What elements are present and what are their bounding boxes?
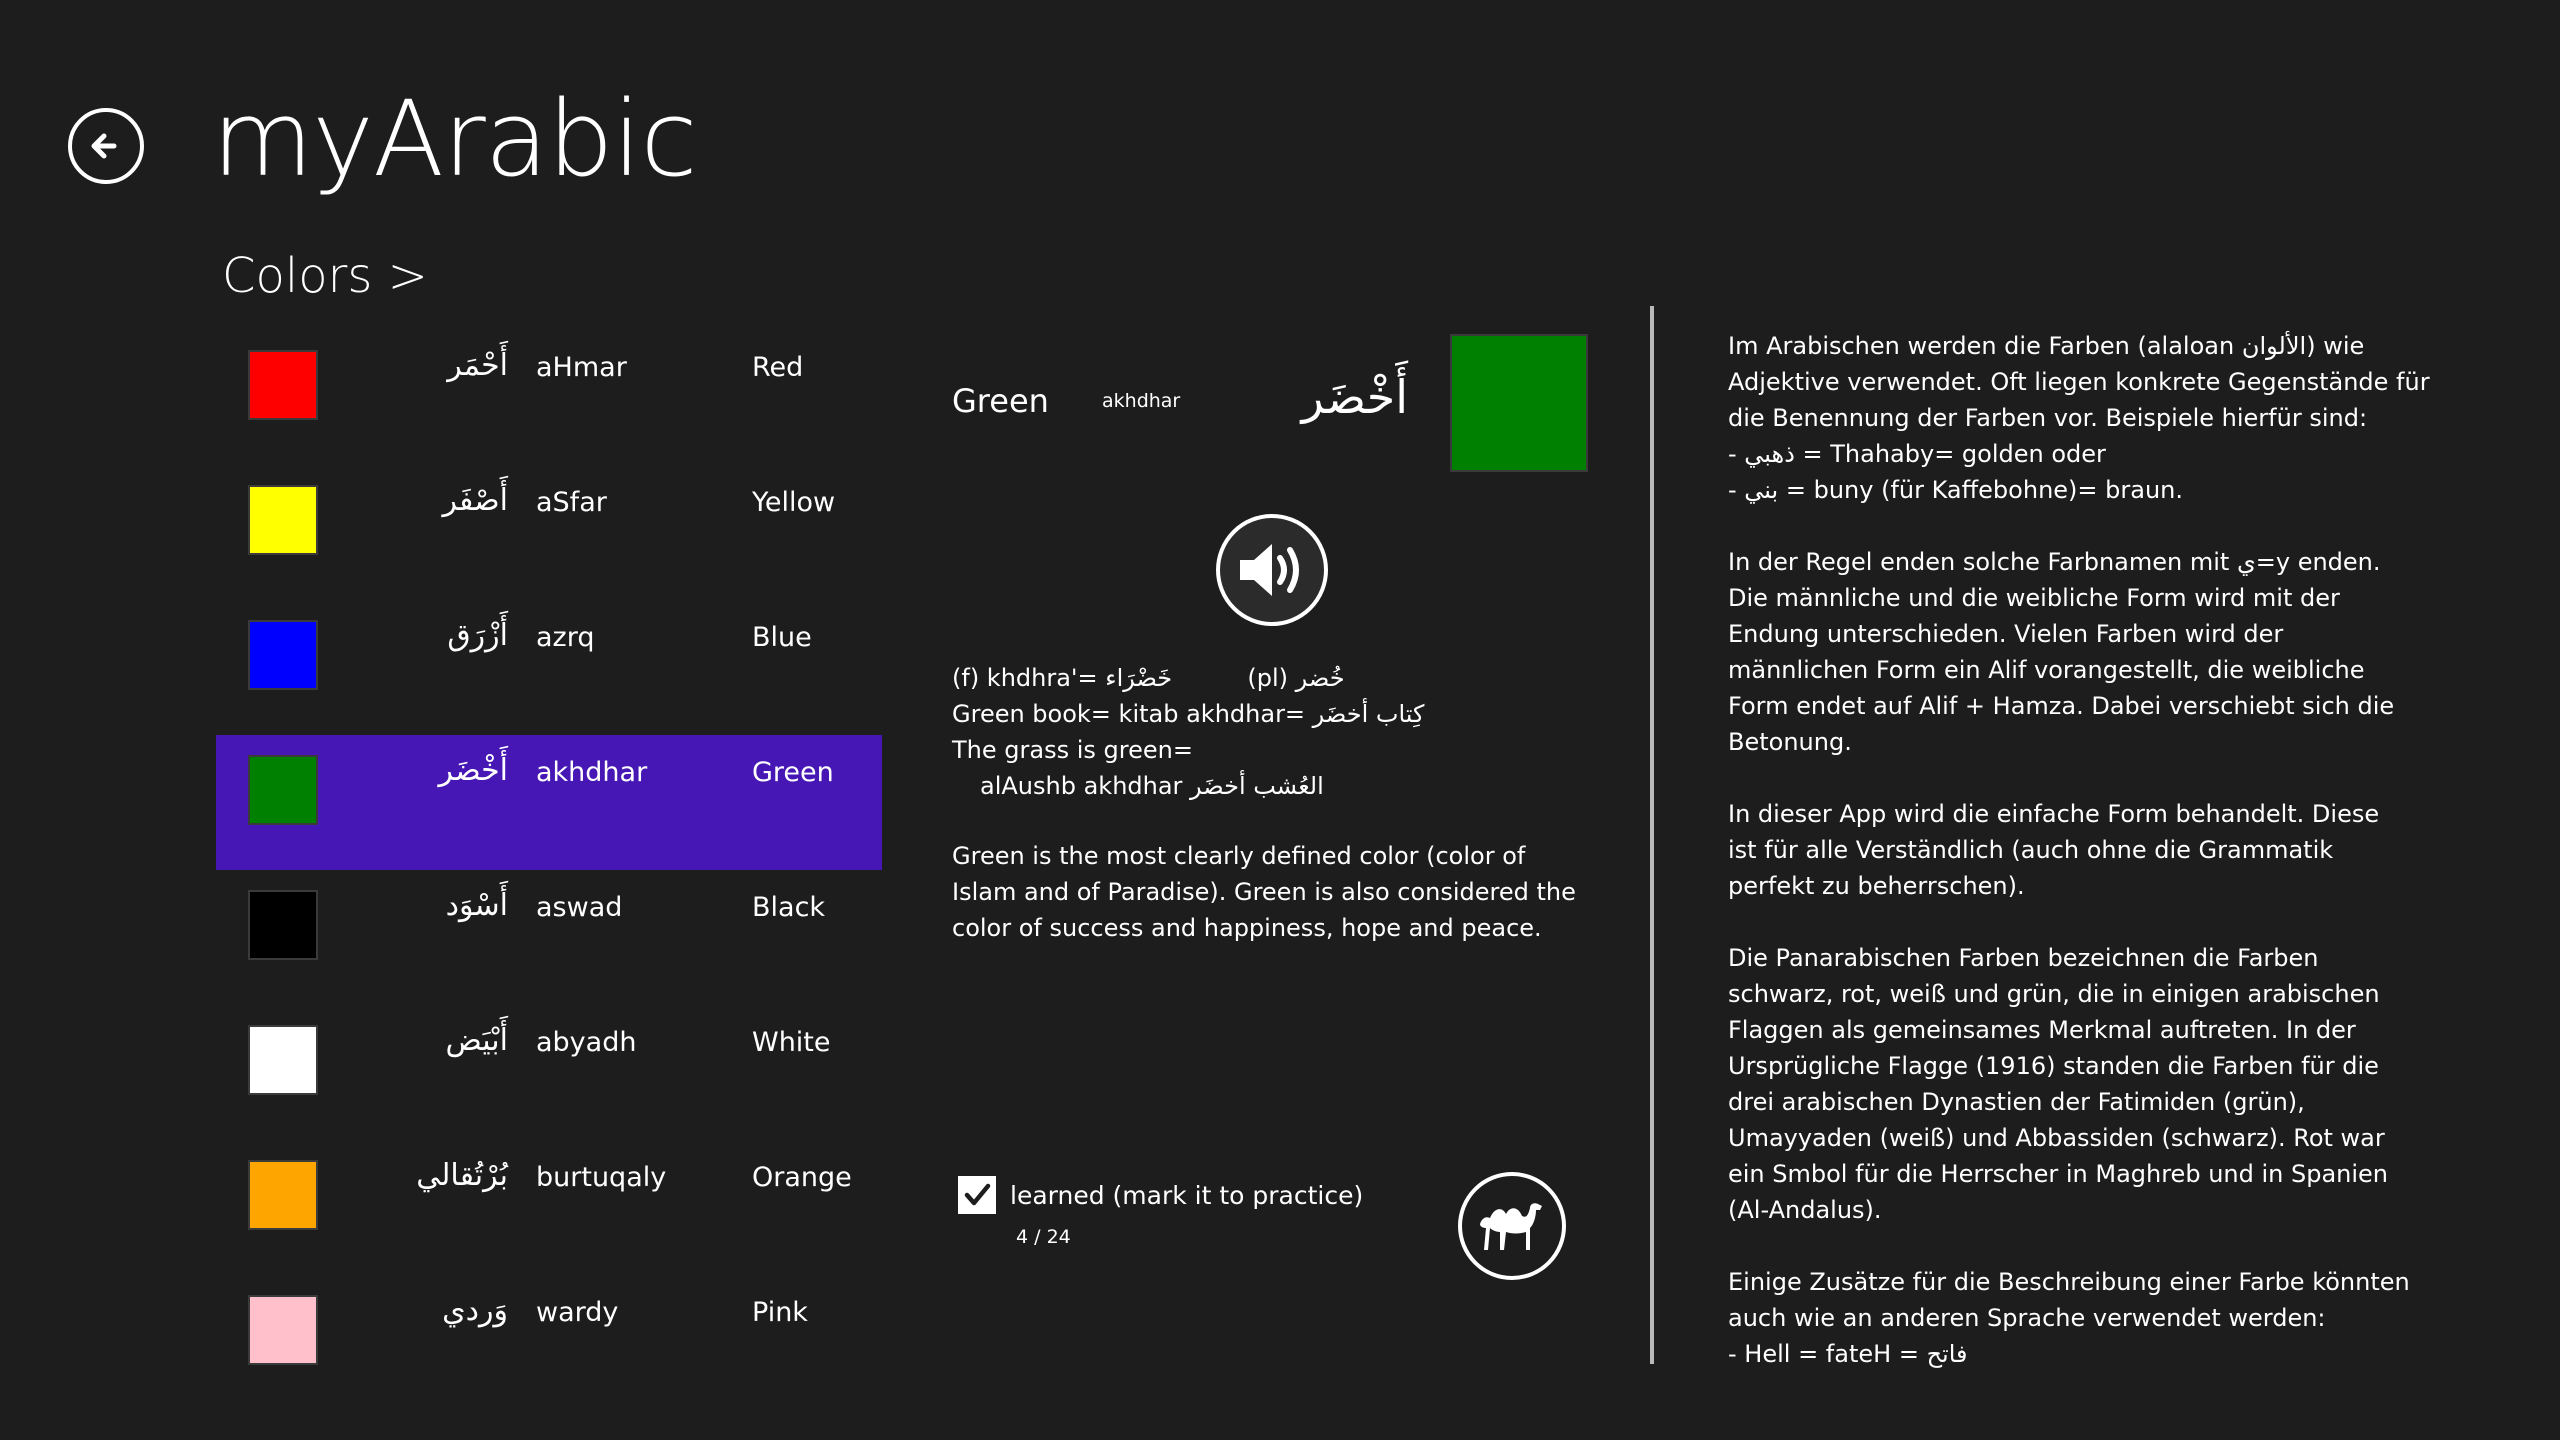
camel-icon [1472,1194,1552,1258]
transliteration: akhdhar [536,757,648,788]
english-word: Red [752,352,804,383]
info-paragraph: In dieser App wird die einfache Form behandelt. Diese ist für alle Verständlich (auch ohne die Grammatik perfekt zu beherrschen). [1728,800,2380,900]
color-swatch [248,1160,318,1230]
transliteration: wardy [536,1297,619,1328]
info-line: - ذهبي = Thahaby= golden oder [1728,440,2106,468]
color-description: Green is the most clearly defined color (color of Islam and of Paradise). Green is also considered the color of success and happiness, hope and peace. [952,842,1576,942]
breadcrumb[interactable]: Colors > [222,248,428,304]
english-word: Green [752,757,834,788]
list-item[interactable] [216,330,882,465]
info-line: die Benennung der Farben vor. Beispiele hierfür sind: [1728,404,2368,432]
info-line: auch wie an anderen Sprache verwendet werden: [1728,1304,2326,1332]
panel-divider [1650,306,1654,1364]
color-swatch [248,485,318,555]
usage-examples [952,660,1592,804]
detail-transliteration: akhdhar [1102,390,1181,412]
info-line: Im Arabischen werden die Farben (alaloan الألوان) wie [1728,332,2365,360]
info-paragraph: Die Panarabischen Farben bezeichnen die Farben schwarz, rot, weiß und grün, die in einigen arabischen Flaggen als gemeinsames Merkmal auftreten. In der Ursprügliche Flagge (1916) standen die Farben für die drei arabischen Dynastien der Fatimiden (grün), Umayyaden (weiß) und Abbassiden (schwarz). Rot war ein Smbol für die Herrscher in Maghreb und in Spanien (Al-Andalus). [1728,944,2389,1224]
learned-label: learned (mark it to practice) [1010,1180,1364,1210]
transliteration: aswad [536,892,623,923]
example-book: Green book= kitab akhdhar= كِتاب أخضَر [952,700,1425,728]
english-word: Blue [752,622,812,653]
word-list [216,330,882,1410]
list-item[interactable] [216,1275,882,1410]
color-swatch [248,350,318,420]
play-sound-button[interactable] [1216,514,1328,626]
back-button[interactable] [68,108,144,184]
list-item[interactable] [216,735,882,870]
english-word: Yellow [752,487,836,518]
arabic-word: أَخْضَر [438,753,508,788]
color-swatch [248,890,318,960]
color-swatch [248,755,318,825]
arabic-word: وَردي [442,1293,508,1328]
progress-counter: 4 / 24 [1016,1226,1071,1248]
checkmark-icon [962,1180,992,1210]
english-word: Black [752,892,826,923]
info-text [1728,328,2430,1368]
back-arrow-icon [84,124,128,168]
example-grass-arabic: alAushb akhdhar العُشب أخضَر [980,772,1324,800]
arabic-word: بُرْتُقالي [416,1158,508,1193]
info-paragraph [1728,1264,2408,1372]
color-swatch [248,620,318,690]
example-plural: (pl) خُضر [1247,664,1345,692]
practice-button[interactable] [1458,1172,1566,1280]
example-feminine: (f) khdhra'= خَضْرَاء [952,664,1173,692]
list-item[interactable] [216,870,882,1005]
info-line: - بني = buny (für Kaffebohne)= braun. [1728,476,2183,504]
arabic-word: أَسْوَد [445,888,508,923]
detail-english-word: Green [952,382,1049,420]
transliteration: aHmar [536,352,627,383]
transliteration: aSfar [536,487,607,518]
english-word: Orange [752,1162,852,1193]
app-title: myArabic [212,78,697,200]
info-paragraph [1728,328,2430,508]
color-swatch [248,1295,318,1365]
speaker-icon [1234,538,1310,602]
list-item[interactable] [216,1005,882,1140]
info-line: Adjektive verwendet. Oft liegen konkrete Gegenstände für [1728,368,2430,396]
list-item[interactable] [216,1140,882,1275]
example-grass: The grass is green= [952,736,1193,764]
transliteration: burtuqaly [536,1162,667,1193]
info-line: Einige Zusätze für die Beschreibung einer Farbe könnten [1728,1268,2410,1296]
transliteration: azrq [536,622,595,653]
transliteration: abyadh [536,1027,637,1058]
list-item[interactable] [216,600,882,735]
color-swatch [248,1025,318,1095]
learned-checkbox-control[interactable] [958,1176,1363,1214]
arabic-word: أَزْرَق [447,618,508,653]
english-word: White [752,1027,831,1058]
detail-color-swatch [1450,334,1588,472]
arabic-word: أَصْفَر [442,483,508,518]
detail-arabic-word: أَخْضَر [1301,370,1408,424]
info-line: - Hell = fateH = فاتح [1728,1340,1968,1368]
example-row [952,660,1592,696]
info-paragraph: In der Regel enden solche Farbnamen mit ي=y enden. Die männliche und die weibliche Form wird mit der Endung unterschieden. Vielen Farben wird der männlichen Form ein Alif vorangestellt, die weibliche Form endet auf Alif + Hamza. Dabei verschiebt sich die Betonung. [1728,548,2395,756]
english-word: Pink [752,1297,808,1328]
list-item[interactable] [216,465,882,600]
learned-checkbox[interactable] [958,1176,996,1214]
arabic-word: أَحْمَر [447,348,508,383]
arabic-word: أَبْيَض [445,1023,508,1058]
